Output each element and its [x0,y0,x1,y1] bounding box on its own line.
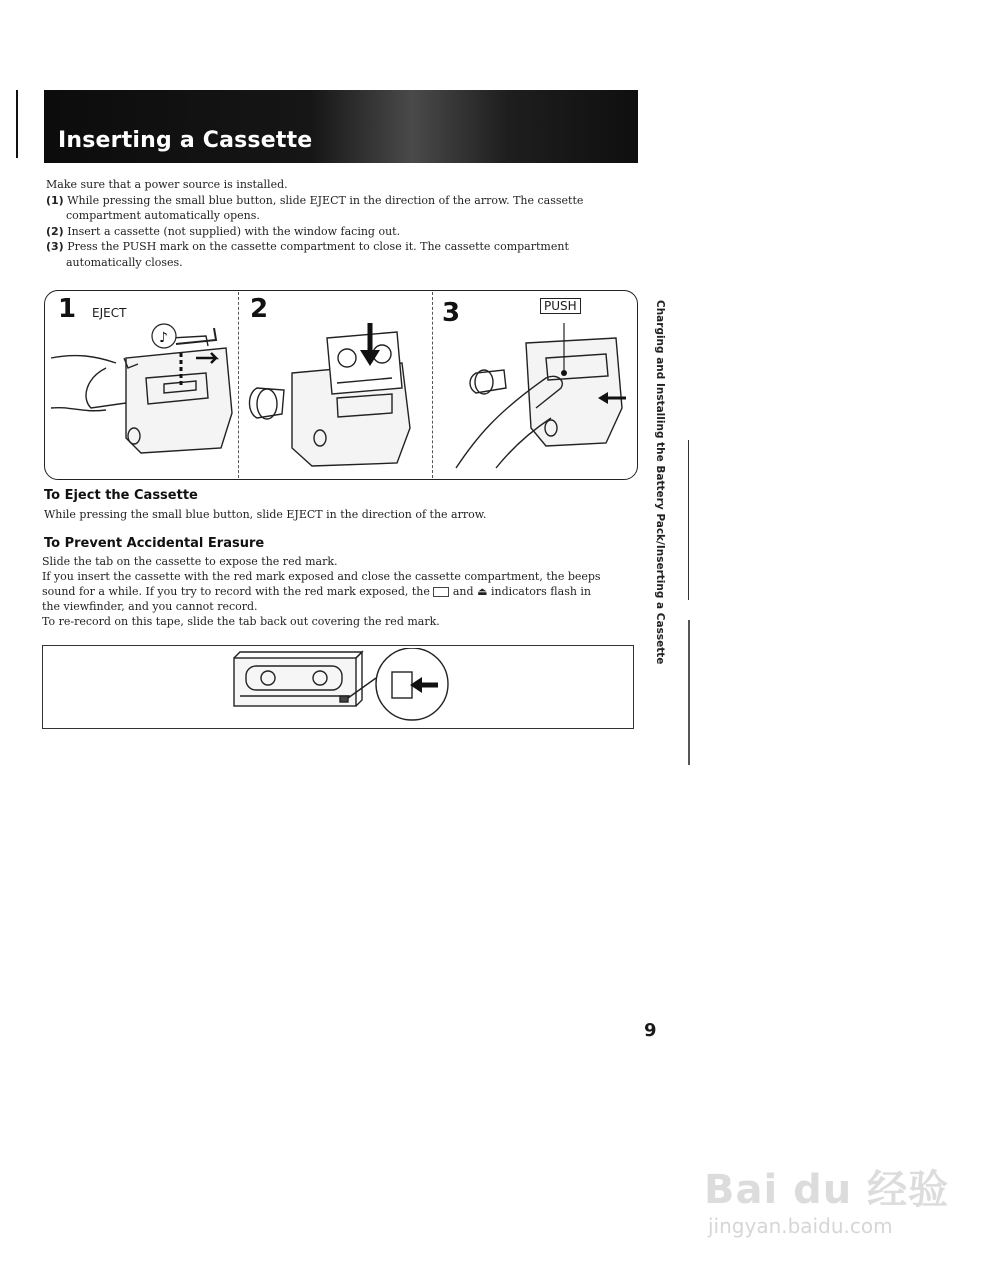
step-text: Press the PUSH mark on the cassette compartment to close it. The cassette compartment [67,240,569,253]
step-text: While pressing the small blue button, slide EJECT in the direction of the arrow. The cassette [67,193,584,207]
tape-indicator-icon [433,587,449,597]
intro-line: Make sure that a power source is installed. [46,178,288,191]
paragraph-line [42,584,632,599]
section-title: Inserting a Cassette [58,128,313,153]
step-text-continued: compartment automatically opens. [66,209,260,222]
text-span: sound for a while. If you try to record with the red mark exposed, the [42,585,430,598]
svg-text:♪: ♪ [159,330,168,346]
text-span: indicators flash in [490,585,592,598]
prevent-erasure-text [42,554,632,629]
step-text: Insert a cassette (not supplied) with the window facing out. [67,224,401,238]
eject-indicator-icon: ⏏ [477,585,488,598]
instruction-step-3 [46,239,616,255]
step-text-continued: automatically closes. [66,255,183,269]
cassette-tab-illustration [228,648,458,724]
intro-instructions [46,177,616,270]
panel-divider [238,292,239,478]
push-callout-label: PUSH [540,298,581,314]
watermark-url: jingyan.baidu.com [708,1214,893,1238]
instruction-step-2 [46,224,616,240]
camcorder-insert-illustration [242,318,430,476]
panel-divider [432,292,433,478]
step-1-number: 1 [58,294,77,324]
paragraph-line: Slide the tab on the cassette to expose the red mark. [42,555,338,568]
prevent-erasure-heading: To Prevent Accidental Erasure [44,536,265,551]
sidebar-rule [688,440,689,600]
step-number: (2) [46,224,64,238]
eject-heading: To Eject the Cassette [44,488,198,503]
paragraph-line: If you insert the cassette with the red mark exposed and close the cassette compartment, the beeps [42,570,601,583]
step-number: (1) [46,193,64,207]
page-number: 9 [644,1020,657,1041]
margin-rule [16,90,18,158]
step-number: (3) [46,240,64,253]
instruction-step-1 [46,193,616,209]
eject-text: While pressing the small blue button, slide EJECT in the direction of the arrow. [44,508,487,521]
chapter-sidebar-title: Charging and Installing the Battery Pack/Inserting a Cassette [654,300,666,665]
camcorder-push-illustration [436,318,632,476]
paragraph-line: the viewfinder, and you cannot record. [42,600,258,613]
sidebar-rule [688,620,690,765]
text-span: and [452,585,474,598]
eject-callout-label: EJECT [92,306,127,320]
camcorder-eject-illustration [46,318,236,476]
step-3-number: 3 [442,298,461,328]
watermark-logo: Bai du 经验 [704,1167,950,1213]
step-2-number: 2 [250,294,269,324]
paragraph-line: To re-record on this tape, slide the tab back out covering the red mark. [42,615,440,628]
